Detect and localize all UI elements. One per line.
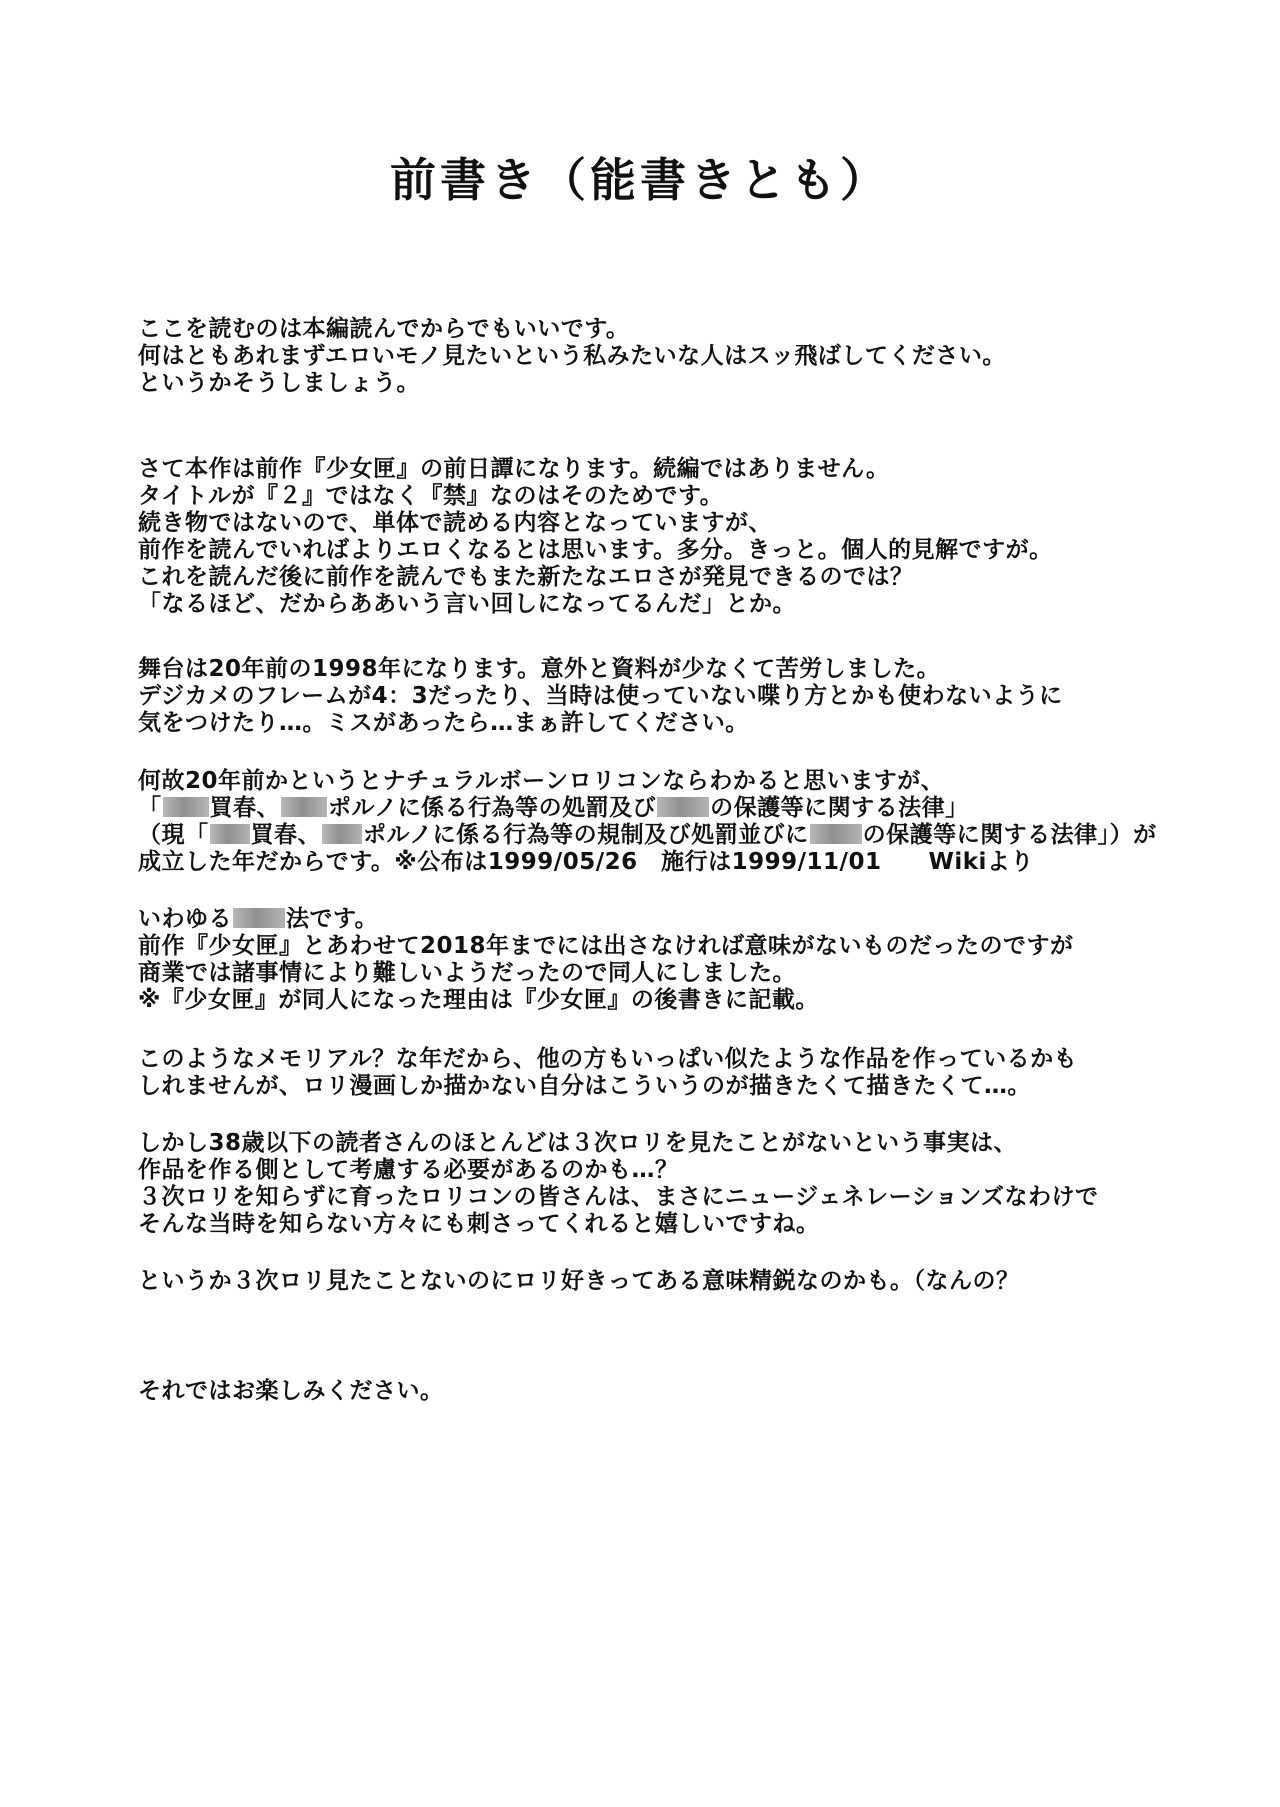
text-line: デジカメのフレームが4：3だったり、当時は使っていない喋り方とかも使わないように xyxy=(138,683,1063,709)
text-fragment: ポルノに係る行為等の処罰及び xyxy=(328,795,657,821)
redaction-block xyxy=(281,797,327,817)
text-line: タイトルが『２』ではなく『禁』なのはそのためです。 xyxy=(138,483,724,509)
text-line: 何故20年前かというとナチュラルボーンロリコンならわかると思いますが、 xyxy=(138,768,945,794)
text-fragment: 「 xyxy=(138,795,162,821)
text-line: 気をつけたり…。ミスがあったら…まぁ許してください。 xyxy=(138,710,749,736)
text-line: しかし38歳以下の読者さんのほとんどは３次ロリを見たことがないという事実は、 xyxy=(138,1130,1018,1156)
text-line xyxy=(138,795,1198,822)
paragraph-prequel xyxy=(138,456,1198,618)
paragraph-setting xyxy=(138,656,1198,737)
text-line: というかそうしましょう。 xyxy=(138,370,420,396)
paragraph-readers xyxy=(138,1130,1198,1238)
text-line: 作品を作る側として考慮する必要があるのかも…？ xyxy=(138,1157,679,1183)
text-line: ※『少女匣』が同人になった理由は『少女匣』の後書きに記載。 xyxy=(138,987,819,1013)
text-line: というか３次ロリ見たことないのにロリ好きってある意味精鋭なのかも。（なんの？ xyxy=(138,1268,1020,1294)
text-line xyxy=(138,906,1198,933)
paragraph-intro xyxy=(138,316,1198,397)
redaction-block xyxy=(657,797,709,817)
redaction-block xyxy=(233,908,285,928)
paragraph-aside xyxy=(138,1268,1198,1295)
text-line: ３次ロリを知らずに育ったロリコンの皆さんは、まさにニュージェネレーションズなわけで xyxy=(138,1184,1099,1210)
text-fragment: いわゆる xyxy=(138,906,232,932)
text-fragment: 買春、 xyxy=(250,822,321,848)
text-line: ここを読むのは本編読んでからでもいいです。 xyxy=(138,316,630,342)
text-line: 前作を読んでいればよりエロくなるとは思います。多分。きっと。個人的見解ですが。 xyxy=(138,537,1053,563)
text-line: 商業では諸事情により難しいようだったので同人にしました。 xyxy=(138,960,796,986)
text-line: 舞台は20年前の1998年になります。意外と資料が少なくて苦労しました。 xyxy=(138,656,941,682)
text-line: 続き物ではないので、単体で読める内容となっていますが、 xyxy=(138,510,773,536)
text-line: これを読んだ後に前作を読んでもまた新たなエロさが発見できるのでは？ xyxy=(138,564,914,590)
text-fragment: の保護等に関する法律」）が xyxy=(862,822,1157,848)
text-line: このようなメモリアル？な年だから、他の方もいっぱい似たような作品を作っているかも xyxy=(138,1046,1078,1072)
text-fragment: ポルノに係る行為等の規制及び処罰並びに xyxy=(363,822,809,848)
paragraph-others xyxy=(138,1046,1198,1100)
text-line: 「なるほど、だからああいう言い回しになってるんだ」とか。 xyxy=(138,591,796,617)
redaction-block xyxy=(810,824,862,844)
text-line: 成立した年だからです。※公布は1999/05/26 施行は1999/11/01 Wikiより xyxy=(138,849,1034,875)
text-fragment: （現「 xyxy=(138,822,209,848)
paragraph-law xyxy=(138,768,1198,876)
redaction-block xyxy=(322,824,362,844)
text-line: 何はともあれまずエロいモノ見たいという私みたいな人はスッ飛ばしてください。 xyxy=(138,343,1006,369)
text-line: さて本作は前作『少女匣』の前日譚になります。続編ではありません。 xyxy=(138,456,890,482)
text-line xyxy=(138,822,1198,849)
text-fragment: 法です。 xyxy=(286,906,379,932)
text-line: そんな当時を知らない方々にも刺さってくれると嬉しいですね。 xyxy=(138,1211,820,1237)
paragraph-memorial xyxy=(138,906,1198,1014)
text-line: しれませんが、ロリ漫画しか描かない自分はこういうのが描きたくて描きたくて…。 xyxy=(138,1073,1031,1099)
redaction-block xyxy=(163,797,209,817)
redaction-block xyxy=(210,824,250,844)
text-fragment: の保護等に関する法律」 xyxy=(710,795,969,821)
paragraph-closing xyxy=(138,1378,1198,1405)
text-fragment: 買春、 xyxy=(209,795,280,821)
page-title: 前書き（能書きとも） xyxy=(390,153,890,207)
text-line: 前作『少女匣』とあわせて2018年までには出さなければ意味がないものだったのですが xyxy=(138,933,1074,959)
text-line: それではお楽しみください。 xyxy=(138,1378,444,1404)
